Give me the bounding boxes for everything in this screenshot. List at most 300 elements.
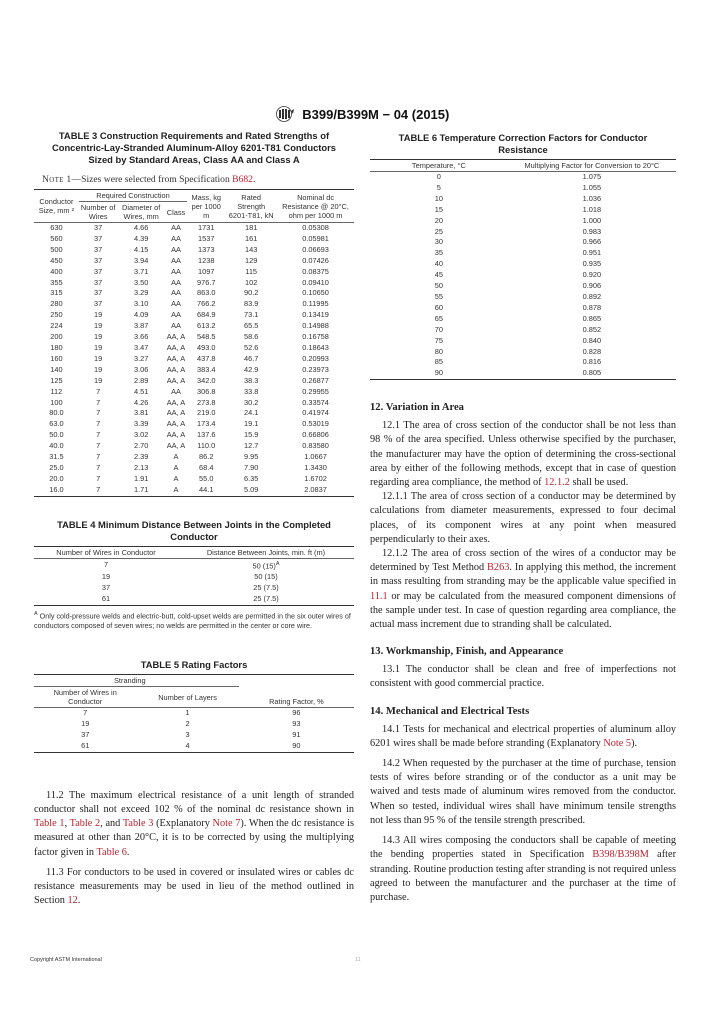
table-cell: 613.2 (196, 321, 216, 331)
table-cell: 2 (185, 719, 190, 729)
table-row (34, 452, 354, 463)
table-cell: 44.1 (199, 484, 214, 494)
table-cell: 0.53019 (302, 419, 329, 429)
table-cell: 7 (96, 484, 101, 494)
table-cell: 3.71 (133, 266, 149, 276)
table-cell: 0.840 (582, 335, 602, 345)
table-cell: A (173, 484, 179, 494)
table-cell: 3.06 (133, 364, 149, 374)
table-row (34, 278, 354, 289)
paragraph-text: (Explanatory (153, 818, 213, 830)
table-cell: 0.878 (582, 302, 602, 312)
table3-body (34, 223, 354, 497)
paragraph-text: 14.1 Tests for mechanical and electrical properties of aluminum alloy 6201 wires shall be made before stranding (Explanatory (370, 723, 676, 749)
table-cell: 560 (50, 233, 63, 243)
table-cell: 2.89 (133, 375, 149, 385)
table-cell: 60 (434, 302, 443, 312)
table-cell: 80.0 (49, 408, 64, 418)
table-cell: A (173, 452, 179, 462)
table-row (34, 245, 354, 256)
table-cell: 42.9 (243, 364, 259, 374)
table-cell: AA (171, 223, 181, 232)
table-row (370, 227, 676, 238)
table-row (34, 310, 354, 321)
paragraph-text: shall be used. (569, 477, 629, 489)
table-row (370, 248, 676, 259)
col-strength: Rated Strength 6201-T81, kN (228, 192, 274, 220)
paragraph-text: 14.2 When requested by the purchaser at the time of purchase, tension tests of wires before stranding or of the conductor as a unit may be waived and tests made of aluminum wires removed from the conductor. When so tested, individual wires shall have minimum tensile strengths not less than 95 % of the tensile strength prescribed. (370, 758, 676, 826)
paragraph-11-3 (34, 866, 354, 909)
left-column (34, 130, 354, 908)
table-row (370, 347, 676, 358)
table-row (34, 343, 354, 354)
table-cell: AA (171, 266, 181, 276)
table-cell: 7 (96, 441, 101, 451)
table-cell: 19 (94, 375, 103, 385)
table-cell: 315 (50, 288, 63, 298)
table-row (370, 368, 676, 379)
page-header (0, 106, 724, 122)
table-cell: 33.8 (243, 386, 259, 396)
table-cell: AA, A (166, 441, 186, 451)
table-cell: 25.0 (49, 462, 64, 472)
table-cell: 20.0 (49, 473, 64, 483)
table-cell: 37 (94, 223, 103, 232)
cross-reference-link[interactable]: 11.1 (370, 590, 388, 602)
table-cell: 0.935 (582, 259, 602, 269)
table-cell: 31.5 (49, 452, 64, 462)
table-cell: 219.0 (196, 408, 216, 418)
table3 (34, 189, 354, 497)
table-cell: 50 $(15)^A$ (252, 560, 280, 571)
table-cell: 3.94 (133, 255, 149, 265)
table-cell: 68.4 (199, 462, 214, 472)
footnote-mark: A (275, 560, 280, 567)
table-cell: 0.852 (582, 324, 602, 334)
table-cell: 342.0 (196, 375, 216, 385)
table-cell: 40 (434, 259, 443, 269)
table-cell: 7.90 (243, 462, 259, 472)
table-row (370, 357, 676, 368)
table-cell: 90.2 (243, 288, 259, 298)
table-row (34, 474, 354, 485)
table-cell: AA (171, 277, 181, 287)
table-cell: 0.18643 (302, 342, 329, 352)
table-cell: 0.83580 (302, 441, 329, 451)
table-cell: 40.0 (49, 441, 64, 451)
table4-footnote: $^A$ Only cold-pressure welds and electric-butt, cold-upset welds are permitted in the six outer wires of conductors composed of seven wires; no welds are permitted in the center or core wire. (34, 610, 351, 631)
table-cell: 37 (94, 299, 103, 309)
table-cell: 37 (101, 582, 111, 592)
table-cell: 0.966 (582, 237, 602, 247)
col-group-required: Required Construction (79, 190, 187, 202)
table-row (370, 216, 676, 227)
section-12-heading: 12. Variation in Area (370, 402, 464, 414)
table-cell: 37 (94, 244, 103, 254)
link-b682[interactable]: B682 (232, 174, 253, 185)
cross-reference-link[interactable]: Table 2 (69, 818, 101, 830)
table-row (34, 708, 354, 719)
table-cell: 1.036 (582, 193, 602, 203)
table-cell: 250 (50, 310, 63, 320)
table-cell: 437.8 (196, 353, 216, 363)
table-cell: 493.0 (196, 342, 216, 352)
table-cell: 110.0 (197, 441, 216, 451)
table-cell: 15 (434, 204, 443, 214)
table-cell: AA, A (166, 342, 186, 352)
table-cell: 15.9 (243, 430, 259, 440)
table-cell: 5 (436, 182, 441, 192)
table-cell: 20 (434, 215, 443, 225)
table-cell: 1.055 (582, 182, 602, 192)
table-cell: 125 (50, 375, 63, 385)
table-row (34, 234, 354, 245)
table-cell: 0.10650 (302, 288, 329, 298)
document-designation: B399/B399M − 04 (2015) (302, 107, 450, 122)
table-cell: 1537 (198, 233, 215, 243)
paragraph-text: . (126, 846, 130, 858)
table5-title: TABLE 5 Rating Factors (140, 659, 248, 671)
table-cell: 37 (94, 233, 103, 243)
cross-reference-link[interactable]: B263 (487, 562, 510, 574)
table-cell: 1.91 (133, 473, 149, 483)
table-cell: AA (171, 288, 181, 298)
table-cell: AA, A (166, 419, 186, 429)
table-cell: 0 (436, 172, 441, 181)
table-cell: 0.865 (582, 313, 602, 323)
table-cell: 160 (50, 353, 63, 363)
table-cell: 2.13 (133, 462, 149, 472)
table-cell: 7 (96, 452, 101, 462)
table-row (370, 281, 676, 292)
table-cell: 863.0 (196, 288, 216, 298)
cross-reference-link[interactable]: Note 7 (212, 818, 241, 830)
table-cell: 30.2 (243, 397, 259, 407)
cross-reference-link[interactable]: Table 3 (122, 818, 154, 830)
table-cell: 24.1 (243, 408, 259, 418)
table-cell: 50 (15) (254, 572, 278, 582)
table-cell: 0.11995 (302, 299, 329, 309)
table-cell: 0.05981 (302, 233, 329, 243)
table-cell: 52.6 (243, 342, 259, 352)
table-cell: 90 (434, 368, 443, 378)
table-row (34, 354, 354, 365)
table-cell: 450 (50, 255, 63, 265)
table-cell: 306.8 (196, 386, 216, 396)
col-size: Conductor Size, mm ² (38, 197, 75, 215)
table-cell: AA (171, 386, 181, 396)
table-cell: 0.07426 (302, 255, 329, 265)
table-cell: 37 (81, 729, 90, 739)
paragraph-text: or may be calculated from the measured component dimensions of the sample under test. In case of question regarding area compliance, the actual mass increment due to stranding shall be calculated. (370, 590, 676, 631)
paragraph-14-3 (370, 834, 676, 905)
table-cell: 3.29 (133, 288, 149, 298)
table-row (34, 594, 354, 605)
section-14-heading: 14. Mechanical and Electrical Tests (370, 705, 530, 717)
table-row (370, 314, 676, 325)
table-cell: 0.816 (582, 357, 602, 367)
table-row (34, 321, 354, 332)
table-cell: 0.06693 (302, 244, 329, 254)
table-cell: 19 (94, 353, 103, 363)
table-row (34, 288, 354, 299)
table-cell: 65 (434, 313, 443, 323)
cross-reference-link[interactable]: Note 5 (603, 737, 632, 749)
table-row (370, 172, 676, 183)
table-cell: AA (171, 255, 181, 265)
table-row (34, 485, 354, 496)
table-cell: AA (171, 244, 181, 254)
table-cell: 7 (96, 386, 101, 396)
table-cell: 7 (103, 559, 109, 569)
col-distance: Distance Between Joints, min. ft (m) (206, 547, 326, 557)
table-cell: 273.8 (196, 397, 216, 407)
table-cell: 115 (245, 266, 258, 276)
col-layers: Number of Layers (158, 692, 217, 702)
table-cell: 73.1 (243, 310, 259, 320)
table-cell: 7 (96, 430, 101, 440)
paragraph-12-1-2 (370, 547, 676, 632)
table-cell: 55.0 (199, 473, 214, 483)
paragraph-13-1 (370, 663, 676, 691)
table-cell: 16.0 (49, 484, 64, 494)
table-row (34, 730, 354, 741)
table-cell: 137.6 (196, 430, 216, 440)
table-cell: 0.13419 (302, 310, 329, 320)
table3-title: TABLE 3 Construction Requirements and Rated Strengths of Concentric-Lay-Stranded Aluminum-Alloy 6201-T81 Conductors Sized by Standard Areas, Class AA and Class A (51, 130, 337, 165)
table-row (370, 183, 676, 194)
table-cell: 7 (96, 397, 101, 407)
table-cell: 1 (185, 708, 190, 718)
table-cell: 0.951 (582, 248, 602, 258)
table-cell: 38.3 (243, 375, 259, 385)
table-cell: 3.02 (133, 430, 149, 440)
table-cell: 4.15 (133, 244, 149, 254)
table-row (34, 719, 354, 730)
table-row (34, 572, 354, 583)
table-cell: 93 (292, 719, 301, 729)
table-cell: 2.39 (133, 452, 149, 462)
table-cell: 0.41974 (302, 408, 329, 418)
table-cell: 4.66 (133, 223, 149, 232)
table-cell: 25 (7.5) (253, 593, 279, 603)
table-cell: 0.23973 (302, 364, 329, 374)
col-wires: Number of Wires in Conductor (53, 688, 117, 707)
paragraph-text: 11.2 The maximum electrical resistance of a unit length of stranded conductor shall not exceed 102 % of the nominal dc resistance shown in (34, 789, 354, 815)
table-cell: 90 (292, 740, 301, 750)
table-row (34, 299, 354, 310)
table-cell: 0.805 (582, 368, 602, 378)
table-cell: 0.26877 (302, 375, 329, 385)
table-cell: 96 (292, 708, 301, 718)
table-cell: 0.906 (582, 281, 602, 291)
table-cell: 9.95 (243, 452, 259, 462)
paragraph-text: ). (631, 737, 638, 749)
table-cell: 400 (50, 266, 63, 276)
table-cell: 37 (94, 266, 103, 276)
table-row (34, 583, 354, 594)
paragraph-text: 12.1.1 The area of cross section of a conductor may be determined by calculations from diameter measurements, expressed to four decimal places, of its component wires at any point when measured perpendicularly to their axes. (370, 491, 676, 545)
copyright-footer: Copyright ASTM International (30, 957, 102, 963)
col-wires: Number of Wires in Conductor (56, 547, 156, 557)
astm-logo-icon (275, 106, 295, 122)
table-cell: 0.33574 (302, 397, 329, 407)
paragraph-12-1 (370, 419, 676, 490)
table-cell: 129 (245, 255, 258, 265)
table-cell: 1373 (198, 244, 215, 254)
col-factor: Multiplying Factor for Conversion to 20°C (524, 161, 660, 170)
paragraph-text: 11.3 For conductors to be used in covered or insulated wires or cables dc resistance measurements may be used in lieu of the method outlined in Section (34, 866, 354, 907)
table-cell: 143 (245, 244, 258, 254)
table-row (34, 741, 354, 752)
paragraph-text: , (64, 818, 70, 830)
table-cell: 3.50 (133, 277, 149, 287)
cross-reference-link[interactable]: B398/B398M (592, 849, 649, 861)
paragraph-12-1-1 (370, 490, 676, 547)
table-row (34, 376, 354, 387)
table-row (370, 205, 676, 216)
paragraph-text: . In applying this method, the increment in mass resulting from stranding may be the applicable value specified in (370, 562, 677, 588)
table-row (34, 223, 354, 234)
table-row (34, 463, 354, 474)
table-cell: AA (171, 299, 181, 309)
table-row (370, 259, 676, 270)
paragraph-text: 12.1 The area of cross section of the conductor shall be not less than 98 % of the area specified. Unless otherwise specified by the purchaser, the manufacturer may have the option of determining the cross-sectional area by either of the following methods, except that in case of question regarding area compliance, the method of (370, 420, 676, 489)
table-cell: 85 (434, 357, 443, 367)
section-13-heading: 13. Workmanship, Finish, and Appearance (370, 646, 564, 658)
table-cell: 70 (434, 324, 443, 334)
table-cell: 0.983 (582, 226, 602, 236)
table-cell: 80 (434, 346, 443, 356)
table-cell: 3.47 (133, 342, 149, 352)
table-cell: 3.81 (133, 408, 149, 418)
table-cell: 0.29955 (302, 386, 329, 396)
col-diameter: Diameter of Wires, mm (122, 203, 161, 221)
paragraph-14-2 (370, 757, 676, 828)
table-cell: 50 (434, 281, 443, 291)
table-cell: 4 (185, 740, 190, 750)
table-cell: 181 (245, 223, 258, 232)
table-cell: 19 (94, 310, 103, 320)
cross-reference-link[interactable]: Table 1 (34, 818, 65, 830)
table-cell: 45 (434, 270, 443, 280)
paragraph-text: . (77, 895, 81, 907)
table-cell: 0.05308 (302, 223, 329, 232)
table-row (34, 365, 354, 376)
table-cell: 2.70 (133, 441, 149, 451)
table-cell: 3.39 (133, 419, 149, 429)
table-cell: 140 (50, 364, 63, 374)
col-temperature: Temperature, °C (411, 161, 466, 170)
table-cell: 0.20993 (302, 353, 329, 363)
table-cell: 6.35 (243, 473, 259, 483)
table-cell: 25 (434, 226, 443, 236)
col-rating: Rating Factor, % (269, 697, 324, 707)
table-cell: 161 (245, 233, 258, 243)
table-cell: 200 (50, 332, 63, 342)
table-row (34, 408, 354, 419)
table3-note: Note 1—Sizes were selected from Specification B682. (42, 174, 256, 185)
paragraph-text: 14.3 All wires composing the conductors shall be capable of meeting the bending properties stated in Specification (370, 835, 676, 861)
table-cell: 61 (101, 593, 111, 603)
table-cell: 0.892 (582, 291, 602, 301)
table-cell: 0.08375 (302, 266, 329, 276)
table-cell: 19.1 (243, 419, 259, 429)
table-cell: 1.6702 (304, 473, 327, 483)
right-column (370, 132, 676, 905)
table-row (370, 336, 676, 347)
table-cell: 0.920 (582, 270, 602, 280)
table-cell: AA (171, 233, 181, 243)
paragraph-text: after stranding. Routine production testing after stranding is not required unless agreed to between the manufacturer and the purchaser at the time of purchase. (370, 849, 676, 903)
table-cell: 37 (94, 277, 103, 287)
table-cell: 4.09 (133, 310, 149, 320)
table-cell: 100 (50, 397, 63, 407)
paragraph-text: ). When the dc resistance is measured at other than 20°C, it is to be corrected by using the multiplying factor given in (34, 818, 354, 858)
table-cell: 180 (50, 342, 63, 352)
table-cell: 355 (50, 277, 63, 287)
cross-reference-link[interactable]: 12.1.2 (544, 477, 570, 489)
table-cell: AA, A (166, 430, 186, 440)
table-cell: 25 (7.5) (253, 582, 279, 592)
table-cell: 630 (50, 223, 63, 232)
table-row (34, 332, 354, 343)
table-row (34, 558, 354, 572)
cross-reference-link[interactable]: Table 6 (96, 846, 127, 858)
table-cell: AA, A (166, 375, 186, 385)
table-cell: 766.2 (196, 299, 216, 309)
table6-title: TABLE 6 Temperature Correction Factors for Conductor Resistance (398, 132, 648, 155)
table-row (370, 325, 676, 336)
table-cell: 7 (96, 408, 101, 418)
table-row (34, 441, 354, 452)
table-cell: 2.0837 (304, 484, 327, 494)
table-cell: 19 (81, 719, 90, 729)
table-cell: 112 (50, 386, 63, 396)
table4-title: TABLE 4 Minimum Distance Between Joints in the Completed Conductor (57, 518, 331, 542)
table-row (370, 237, 676, 248)
table-cell: 55 (434, 291, 443, 301)
table-row (34, 398, 354, 409)
table-cell: 7 (96, 419, 101, 429)
table-cell: AA, A (166, 408, 186, 418)
cross-reference-link[interactable]: 12 (67, 895, 78, 907)
table-cell: 0.66806 (302, 430, 329, 440)
table-cell: 224 (50, 321, 63, 331)
table-cell: 548.5 (196, 332, 216, 342)
table-cell: AA, A (166, 397, 186, 407)
table-cell: 63.0 (49, 419, 64, 429)
table-cell: 37 (94, 288, 103, 298)
paragraph-text: 13.1 The conductor shall be clean and free of imperfections not consistent with good commercial practice. (370, 664, 676, 690)
table-cell: 58.6 (243, 332, 259, 342)
paragraph-14-1 (370, 723, 676, 751)
table-cell: 0.09410 (302, 277, 329, 287)
table-cell: 4.51 (133, 386, 149, 396)
table-cell: 3 (185, 729, 190, 739)
table-cell: 83.9 (243, 299, 259, 309)
table-cell: 7 (96, 462, 101, 472)
table-cell: AA (171, 310, 181, 320)
table-cell: 1238 (198, 255, 215, 265)
col-class: Class (166, 207, 186, 217)
table-cell: 1.000 (582, 215, 602, 225)
table-cell: 0.828 (582, 346, 602, 356)
table-cell: AA, A (166, 332, 186, 342)
table-cell: 500 (50, 244, 63, 254)
table-cell: 30 (434, 237, 443, 247)
col-group-stranding: Stranding (34, 675, 239, 687)
